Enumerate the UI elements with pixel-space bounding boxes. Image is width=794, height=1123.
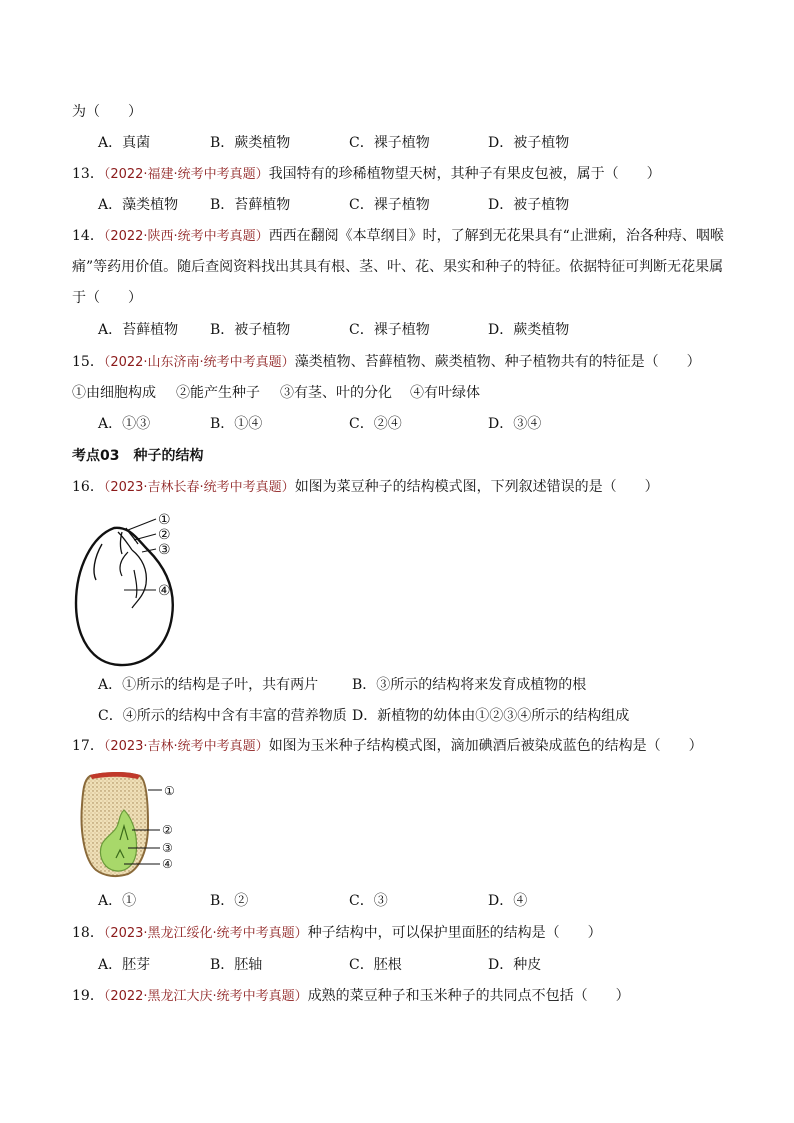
- q17-option-b: B．②: [210, 893, 249, 909]
- label-1: ①: [158, 512, 171, 528]
- q15-option-a: A．①③: [98, 416, 151, 432]
- question-number: 14．: [72, 228, 104, 244]
- question-16: [72, 477, 659, 498]
- q17-option-a: A．①: [98, 893, 137, 909]
- question-number: 19．: [72, 988, 104, 1004]
- label-1: ①: [164, 784, 175, 798]
- q16-option-c: C．④所示的结构中含有丰富的营养物质: [98, 708, 347, 724]
- bean-seed-diagram: [72, 508, 192, 668]
- question-source: （2023·吉林·统考中考真题）: [103, 739, 269, 754]
- question-number: 15．: [72, 354, 104, 370]
- q12-option-b: B．蕨类植物: [210, 135, 291, 151]
- q14-option-d: D．蕨类植物: [488, 322, 570, 338]
- q12-option-d: D．被子植物: [488, 135, 570, 151]
- question-stem: 西西在翻阅《本草纲目》时，了解到无花果具有“止泄痢，治各种痔、咽喉: [268, 228, 724, 244]
- q18-option-c: C．胚根: [349, 957, 402, 973]
- label-2: ②: [158, 527, 171, 543]
- q16-option-d: D．新植物的幼体由①②③④所示的结构组成: [352, 708, 630, 724]
- q13-option-b: B．苔藓植物: [210, 197, 291, 213]
- label-3: ③: [158, 542, 171, 558]
- question-number: 16．: [72, 479, 104, 495]
- question-stem: 如图为菜豆种子的结构模式图，下列叙述错误的是（ ）: [294, 479, 659, 495]
- q18-option-a: A．胚芽: [98, 957, 151, 973]
- q16-option-a: A．①所示的结构是子叶，共有两片: [98, 677, 319, 693]
- q12-option-a: A．真菌: [98, 135, 151, 151]
- question-stem: 我国特有的珍稀植物望天树，其种子有果皮包被，属于（ ）: [268, 166, 661, 182]
- question-source: （2022·陕西·统考中考真题）: [103, 229, 269, 244]
- q14-option-c: C．裸子植物: [349, 322, 430, 338]
- q17-option-c: C．③: [349, 893, 388, 909]
- q18-option-b: B．胚轴: [210, 957, 263, 973]
- question-source: （2023·黑龙江绥化·统考中考真题）: [103, 926, 308, 941]
- question-stem: 成熟的菜豆种子和玉米种子的共同点不包括（ ）: [307, 988, 630, 1004]
- corn-seed-diagram: [76, 770, 188, 880]
- section-title: 种子的结构: [133, 448, 204, 464]
- q12-option-c: C．裸子植物: [349, 135, 430, 151]
- label-4: ④: [158, 583, 171, 599]
- q13-option-d: D．被子植物: [488, 197, 570, 213]
- q15-item-3: ③有茎、叶的分化: [280, 385, 392, 401]
- question-13: [72, 164, 661, 185]
- label-3: ③: [162, 841, 173, 855]
- q16-option-b: B．③所示的结构将来发育成植物的根: [352, 677, 587, 693]
- question-number: 13．: [72, 166, 104, 182]
- q18-option-d: D．种皮: [488, 957, 542, 973]
- q13-option-c: C．裸子植物: [349, 197, 430, 213]
- label-2: ②: [162, 823, 173, 837]
- question-17: [72, 736, 703, 757]
- question-source: （2022·山东济南·统考中考真题）: [103, 355, 295, 370]
- question-14: [72, 226, 724, 247]
- q14-option-b: B．被子植物: [210, 322, 291, 338]
- question-source: （2022·黑龙江大庆·统考中考真题）: [103, 989, 308, 1004]
- q12-stem-tail: 为（ ）: [72, 104, 142, 120]
- q15-item-1: ①由细胞构成: [72, 385, 156, 401]
- question-stem: 种子结构中，可以保护里面胚的结构是（ ）: [307, 925, 602, 941]
- q15-option-d: D．③④: [488, 416, 542, 432]
- question-stem: 如图为玉米种子结构模式图，滴加碘酒后被染成蓝色的结构是（ ）: [268, 738, 703, 754]
- question-19: [72, 986, 630, 1007]
- q15-option-c: C．②④: [349, 416, 402, 432]
- q13-option-a: A．藻类植物: [98, 197, 179, 213]
- question-number: 17．: [72, 738, 104, 754]
- question-18: [72, 923, 602, 944]
- question-source: （2023·吉林长春·统考中考真题）: [103, 480, 295, 495]
- q14-stem-line-3: 于（ ）: [72, 290, 142, 306]
- question-15: [72, 352, 701, 373]
- q17-option-d: D．④: [488, 893, 528, 909]
- q14-stem-line-2: 痛”等药用价值。随后查阅资料找出其具有根、茎、叶、花、果实和种子的特征。依据特征可判断无花果属: [72, 259, 724, 275]
- section-label: 考点03: [72, 448, 120, 464]
- q15-option-b: B．①④: [210, 416, 263, 432]
- question-source: （2022·福建·统考中考真题）: [103, 167, 269, 182]
- q15-item-2: ②能产生种子: [176, 385, 260, 401]
- label-4: ④: [162, 857, 173, 871]
- question-stem: 藻类植物、苔藓植物、蕨类植物、种子植物共有的特征是（ ）: [294, 354, 701, 370]
- section-heading: [72, 446, 203, 466]
- q14-option-a: A．苔藓植物: [98, 322, 179, 338]
- q15-item-4: ④有叶绿体: [410, 385, 480, 401]
- question-number: 18．: [72, 925, 104, 941]
